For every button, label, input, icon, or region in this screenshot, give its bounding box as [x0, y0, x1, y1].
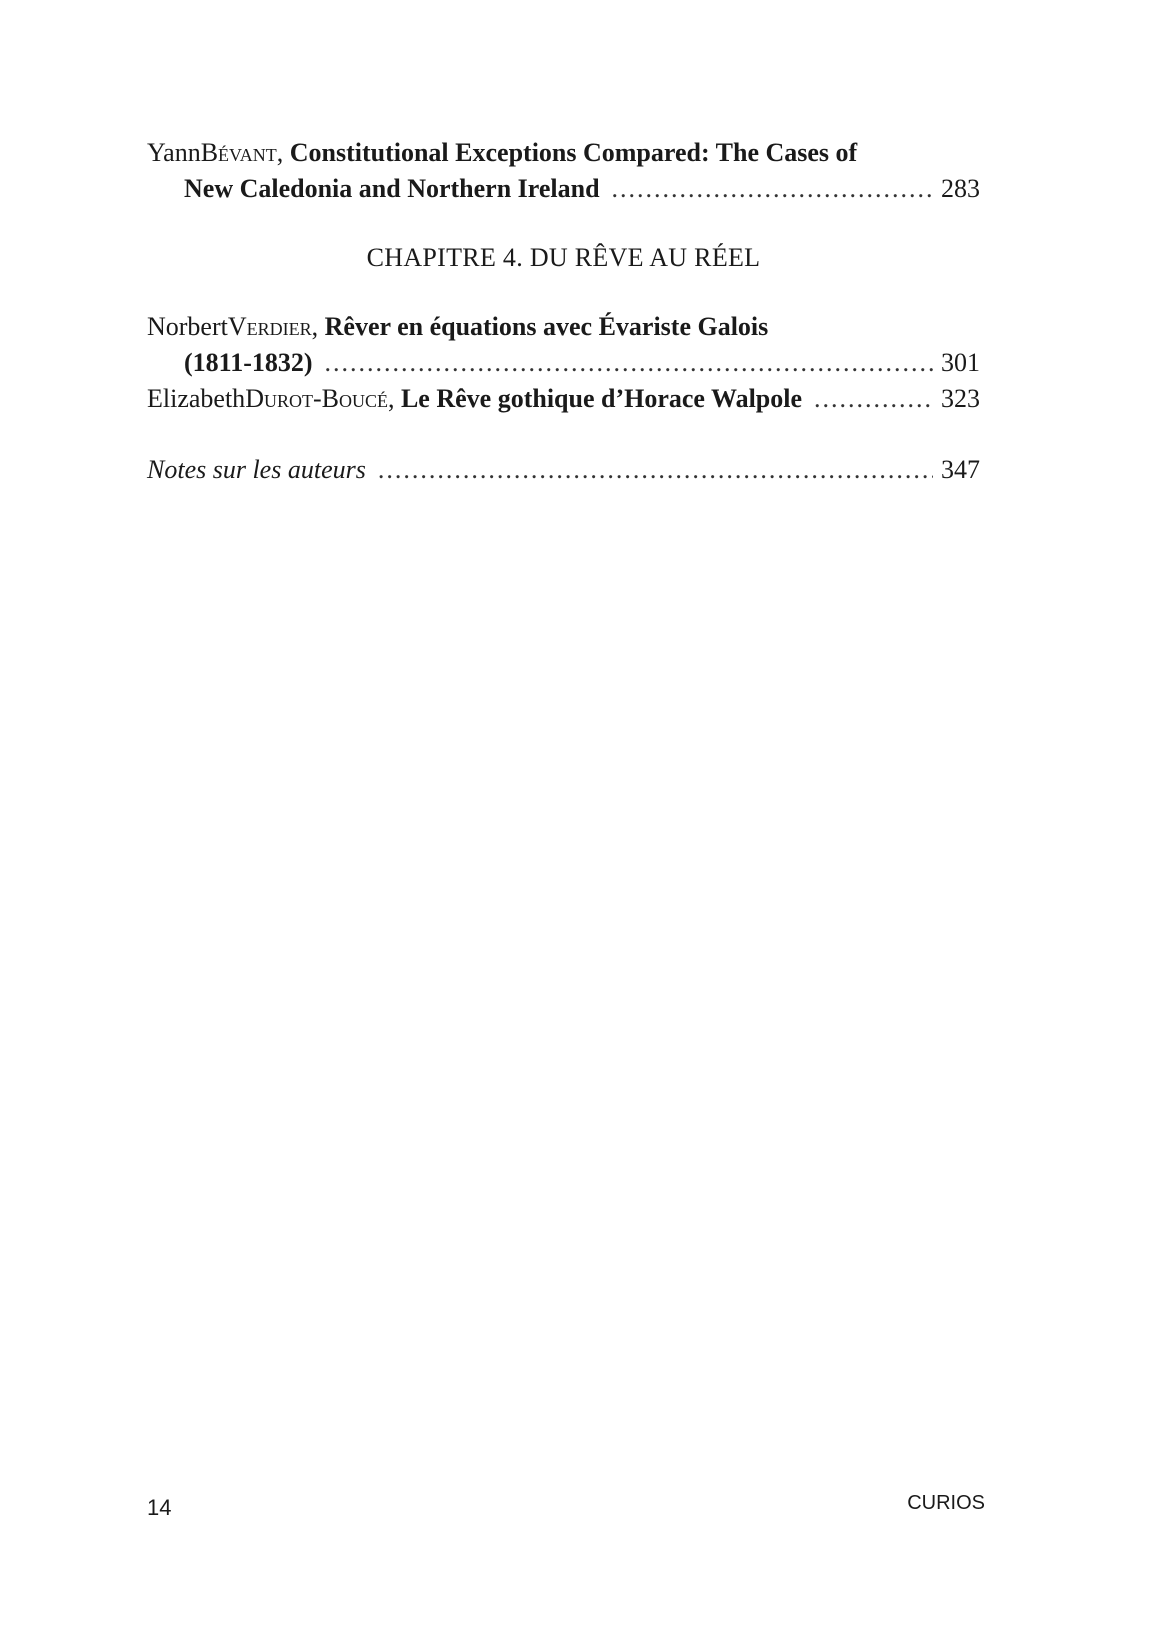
author-first-name: Norbert: [147, 312, 228, 341]
entry-title-continued: New Caledonia and Northern Ireland: [184, 174, 600, 203]
entry-title: Rêver en équations avec Évariste Galois: [324, 312, 769, 341]
dot-leader: [814, 381, 933, 417]
entry-title-continued: (1811-1832): [184, 348, 313, 377]
author-last-name: Durot-Boucé: [245, 384, 388, 413]
footer-running-title: CURIOS: [907, 1492, 985, 1514]
toc-entry-line: Norbert Verdier , Rêver en équations avec Évariste Galois: [147, 309, 980, 345]
page-number: 283: [941, 174, 980, 203]
author-last-name: Bévant: [200, 138, 277, 167]
page-number: 323: [941, 384, 980, 413]
entry-title: Constitutional Exceptions Compared: The Cases of: [289, 138, 858, 167]
page-number: 347: [941, 455, 980, 484]
toc-entry-line: [147, 452, 980, 488]
entry-title: Le Rêve gothique d’Horace Walpole: [400, 384, 803, 413]
author-first-name: Yann: [147, 138, 201, 167]
toc-entry-line: [147, 345, 980, 381]
toc-entry-line: Elizabeth Durot-Boucé , Le Rêve gothique d’Horace Walpole ..... 323: [147, 381, 980, 417]
chapter-heading: CHAPITRE 4. DU RÊVE AU RÉEL: [366, 243, 761, 272]
toc-entry: [147, 309, 980, 381]
toc-entry-line: [147, 171, 980, 207]
dot-leader: [378, 452, 933, 488]
dot-leader: [325, 345, 933, 381]
footer-page-number: 14: [147, 1495, 172, 1520]
toc-entry-notes: [147, 452, 980, 488]
notes-label: Notes sur les auteurs: [147, 455, 366, 484]
author-first-name: Elizabeth: [147, 384, 246, 413]
dot-leader: [612, 171, 933, 207]
page-number: 301: [941, 348, 980, 377]
author-last-name: Verdier: [227, 312, 312, 341]
toc-entry: [147, 381, 980, 417]
toc-entry: [147, 135, 980, 207]
toc-entry-line: Yann Bévant , Constitutional Exceptions Compared: The Cases of: [147, 135, 980, 171]
